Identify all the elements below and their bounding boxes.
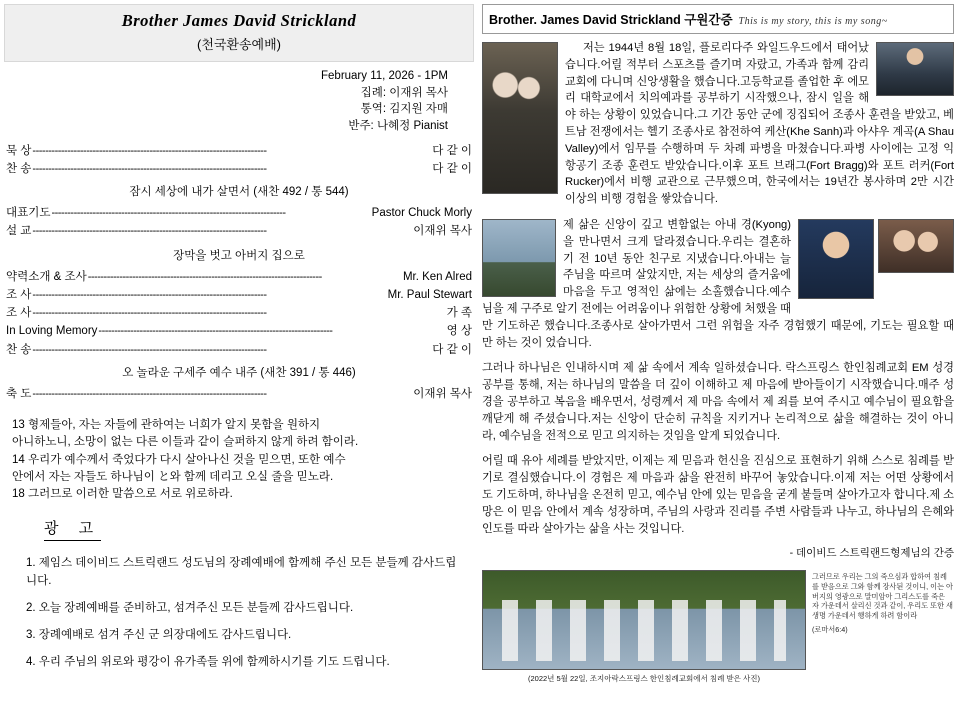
order-person: Mr. Paul Stewart: [387, 288, 472, 301]
notice-item: 3. 장례예배로 섬겨 주신 군 의장대에도 감사드립니다.: [26, 628, 292, 641]
order-row: [6, 143, 472, 160]
officiant: 집례: 이재위 목사: [360, 86, 448, 99]
order-person: Mr. Ken Alred: [402, 270, 472, 283]
order-row: [6, 323, 472, 340]
service-datetime: February 11, 2026 - 1PM: [321, 70, 448, 82]
leader-dots: --------------------------------------------------------------------------: [87, 270, 322, 283]
scripture-passage: [12, 417, 468, 503]
leader-dots: --------------------------------------------------------------------------: [32, 225, 267, 238]
order-row: [6, 342, 472, 359]
testimony-title-band: [482, 4, 954, 34]
order-label: 대표기도: [6, 207, 51, 220]
scripture-line: 13 형제들아, 자는 자들에 관하여는 너희가 알지 못함을 원하지: [12, 419, 321, 432]
leader-dots: --------------------------------------------------------------------------: [51, 207, 286, 220]
order-label: In Loving Memory: [6, 325, 98, 338]
order-person: 다 같 이: [432, 343, 472, 356]
scripture-line: 안에서 자는 자들도 하나님이 と와 함께 데리고 오실 줄을 믿노라.: [12, 470, 334, 483]
uniform-photo: [876, 42, 954, 96]
testimony-paragraph: 그러나 하나님은 인내하시며 제 삶 속에서 계속 일하셨습니다. 락스프링스 한인침례교회 EM 성경공부를 통해, 저는 하나님의 말씀을 더 깊이 이해하고 제 마음에 받아들이기 시작했습니다.매주 성경을 공부하고 복음을 배우면서, 성령께서 제 마음 속에서 제 죄를 보여 주시고 예수님이 필요함을 깨닫게 해 주셨습니다.저는 신앙이 단순히 규칙을 지키거나 논리적으로 삶을 해결하는 것이 아니라, 예수님을 전적으로 믿고 의지하는 것임을 알게 되었습니다.: [482, 362, 954, 442]
portrait-photo: [798, 219, 874, 299]
notice-item: 1. 제임스 데이비드 스트릭랜드 성도님의 장례예배에 함께해 주신 모든 분들께 감사드립니다.: [26, 557, 457, 588]
verse-reference: (로마서6:4): [812, 624, 848, 634]
notice-item: 2. 오늘 장례예배를 준비하고, 섬겨주신 모든 분들께 감사드립니다.: [26, 602, 354, 615]
title-band: [4, 4, 474, 62]
order-label: 설 교: [6, 225, 32, 238]
order-row: [6, 269, 472, 286]
testimony-paragraph: 저는 1944년 8월 18일, 플로리다주 와일드우드에서 태어났습니다.어릴 적부터 스포츠를 즐기며 자랐고, 가족과 함께 감리교회에 다니며 신앙생활을 했습니다.고등학교를 졸업한 후 에모리 대학교에서 치의예과를 공부하기 시작했으나, 잠시 일을 해야 하는 상황이 있었습니다.그 기간 동안 군에 징집되어 조종사 훈련을 받았고, 베트남 전쟁에서는 헬기 조종사로 참전하여 케산(Khe Sanh)과 아샤우 계곡(A Shau Valley)에서 임무를 수행하며 두 차례 파병을 마쳤습니다.파병 사이에는 고정 익 항공기 조종 훈련도 받았습니다.이후 포트 브래그(Fort Bragg)와 포트 러커(Fort Rucker)에서 비행 교관으로 근무했으며, 한국에서는 19년간 봉사하며 2만 시간 이상의 비행 경험을 쌓았습니다.: [565, 42, 954, 206]
order-person: 이재위 목사: [413, 225, 472, 238]
couple-photo: [878, 219, 954, 273]
order-person: Pastor Chuck Morly: [371, 207, 472, 220]
family-photo: [482, 42, 558, 194]
order-label: 약력소개 & 조사: [6, 270, 87, 283]
baptism-photo-row: [482, 570, 954, 684]
helicopter-photo: [482, 219, 556, 297]
order-row: [6, 205, 472, 222]
scripture-line: 18 그러므로 이러한 말씀으로 서로 위로하라.: [12, 488, 233, 501]
order-label: 조 사: [6, 307, 32, 320]
testimony-signature: - 데이비드 스트릭랜드형제님의 간증: [789, 547, 954, 560]
order-row: [6, 287, 472, 304]
order-person: 다 같 이: [432, 162, 472, 175]
interpreter: 통역: 김지원 자매: [360, 103, 448, 116]
order-label: 찬 송: [6, 162, 32, 175]
leader-dots: --------------------------------------------------------------------------: [32, 343, 267, 356]
service-meta-block: [0, 62, 478, 135]
order-person: 영 상: [446, 325, 472, 338]
scripture-line: 아니하노니, 소망이 없는 다른 이들과 같이 슬퍼하지 않게 하려 함이라.: [12, 436, 359, 449]
hymn-title: 잠시 세상에 내가 살면서 (새찬 492 / 통 544): [129, 186, 349, 199]
order-person: 가 족: [446, 307, 472, 320]
order-of-service-list: [6, 143, 472, 404]
leader-dots: --------------------------------------------------------------------------: [32, 288, 267, 301]
leader-dots: --------------------------------------------------------------------------: [98, 325, 333, 338]
order-label: 조 사: [6, 288, 32, 301]
right-column: [478, 0, 960, 720]
notices-heading: 광 고: [44, 517, 101, 541]
testimony-paragraph: 제 삶은 신앙이 깊고 변함없는 아내 경(Kyong)을 만나면서 크게 달라졌습니다.우리는 결혼하기 전 10년 동안 친구로 지냈습니다.아내는 늘 주님을 따르며 살았지만, 저는 세상의 즐거움에 마음을 두고 영적인 삶에는 소홀했습니다.예수님을 제 구주로 알기 전에는 어려움이나 위험한 상황에 처했을 때만 기도하곤 했습니다.조종사로 살아가면서 그런 위험을 자주 경험했기 때문에, 기도는 필요할 때만 하는 것이 었습니다.: [482, 218, 954, 349]
leader-dots: --------------------------------------------------------------------------: [32, 144, 267, 157]
testimony-subtitle: This is my story, this is my song~: [738, 16, 888, 27]
order-label: 축 도: [6, 387, 32, 400]
sermon-title: 장막을 벗고 아버지 집으로: [173, 249, 305, 262]
deceased-name: Brother James David Strickland: [121, 11, 357, 30]
leader-dots: --------------------------------------------------------------------------: [32, 307, 267, 320]
baptism-photo-caption: (2022년 5월 22일, 조지아락스프링스 한인침례교회에서 침례 받은 사진): [528, 674, 760, 684]
hymn-title: 오 놀라운 구세주 예수 내주 (새찬 391 / 통 446): [122, 366, 356, 379]
order-label: 찬 송: [6, 343, 32, 356]
verse-box: [810, 570, 954, 684]
order-row: [6, 161, 472, 178]
leader-dots: --------------------------------------------------------------------------: [32, 387, 267, 400]
baptism-photo: [482, 570, 806, 670]
order-label: 묵 상: [6, 144, 32, 157]
notice-item: 4. 우리 주님의 위로와 평강이 유가족들 위에 함께하시기를 기도 드립니다.: [26, 655, 390, 668]
order-person: 이재위 목사: [413, 387, 472, 400]
order-row: [6, 223, 472, 240]
service-type: (천국환송예배): [196, 37, 281, 52]
testimony-body: [482, 40, 954, 562]
order-row: [6, 386, 472, 403]
notices-section: [0, 503, 478, 671]
scripture-line: 14 우리가 예수께서 죽었다가 다시 살아나신 것을 믿으면, 또한 예수: [12, 453, 346, 466]
baptism-photo-block: [482, 570, 806, 684]
verse-text: 그러므로 우리는 그의 죽으심과 합하여 침례를 받음으로 그와 함께 장사된 것이니, 이는 아버지의 영광으로 말미암아 그리스도를 죽은 자 가운데서 살리신 것과 같이, 우리도 또한 새 생명 가운데서 행하게 하려 함이라: [812, 572, 953, 620]
leader-dots: --------------------------------------------------------------------------: [32, 162, 267, 175]
notices-list: [26, 555, 464, 671]
testimony-title: Brother. James David Strickland 구원간증: [489, 13, 733, 27]
order-person: 다 같 이: [432, 144, 472, 157]
left-column: [0, 0, 478, 720]
pianist: 반주: 나혜정 Pianist: [348, 120, 448, 133]
order-row: [6, 305, 472, 322]
testimony-paragraph: 어릴 때 유아 세례를 받았지만, 이제는 제 믿음과 헌신을 진심으로 표현하기 위해 스스로 침례를 받기로 결심했습니다.이 경험은 제 마음과 삶을 완전히 바꾸어 놓았습니다.이제 저는 어떤 상황에서도 기도하며, 하나님을 온전히 믿고, 예수님 안에 있는 믿음을 굳게 붙들며 살아가고자 합니다.제 소망은 이 믿음 안에서 계속 성장하며, 주님의 사랑과 진리를 주변 사람들과 나누고, 하나님의 은혜와 인도를 따라 살아가는 삶을 사는 것입니다.: [482, 455, 954, 535]
